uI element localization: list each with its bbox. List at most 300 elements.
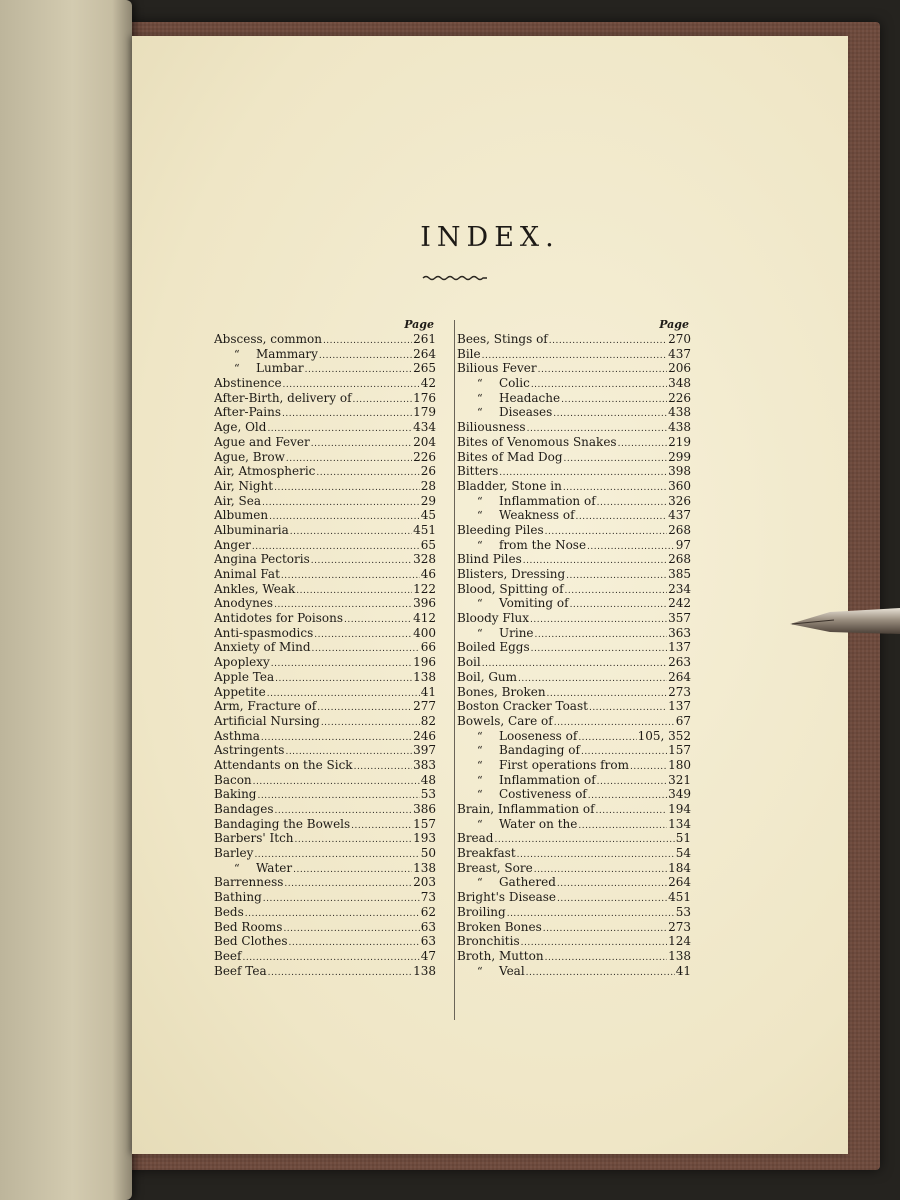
entry-term-text: Animal Fat — [214, 567, 280, 581]
index-entry — [214, 552, 436, 567]
entry-term-text: Biliousness — [457, 420, 526, 435]
entry-term-text: Diseases — [499, 405, 553, 420]
entry-page-number: 63 — [420, 919, 436, 934]
entry-term — [457, 787, 587, 802]
entry-term — [457, 699, 588, 714]
ditto-mark: “ — [477, 597, 483, 611]
entry-term — [457, 743, 580, 758]
entry-page-number: 134 — [668, 816, 691, 831]
index-entry — [214, 964, 436, 979]
index-entry — [457, 934, 691, 949]
index-entry — [214, 435, 436, 450]
entry-term — [214, 934, 287, 949]
index-entry — [214, 714, 436, 729]
entry-term — [214, 552, 310, 567]
entry-term — [214, 494, 261, 509]
dot-leader — [284, 877, 412, 890]
entry-page-number: 348 — [668, 376, 691, 391]
index-entry — [214, 685, 436, 700]
entry-term — [214, 817, 350, 832]
index-entry — [214, 758, 436, 773]
entry-page-number: 42 — [420, 376, 436, 391]
index-entry — [214, 875, 436, 890]
entry-term-text: Water — [256, 860, 293, 875]
entry-term — [457, 920, 542, 935]
entry-term-text: Bitters — [457, 464, 499, 479]
index-entry — [214, 670, 436, 685]
entry-page-number: 273 — [668, 684, 691, 699]
index-entry — [457, 464, 691, 479]
dot-leader — [252, 540, 420, 553]
ditto-mark: “ — [477, 788, 483, 802]
entry-term-text: Bowels, Care of — [457, 713, 553, 728]
entry-term-text: Water on the — [499, 816, 578, 831]
entry-page-number: 264 — [413, 346, 436, 361]
index-entry — [457, 611, 691, 626]
index-entry — [214, 729, 436, 744]
entry-term-text: Bandaging of — [499, 743, 580, 758]
entry-term — [457, 552, 522, 567]
index-entry — [214, 508, 436, 523]
entry-term-text: Urine — [499, 625, 534, 640]
dot-leader — [281, 569, 420, 582]
entry-term-text: Colic — [499, 376, 530, 391]
entry-page-number: 326 — [668, 493, 691, 508]
entry-term — [457, 420, 526, 435]
entry-term-text: Artificial Nursing — [214, 713, 320, 728]
entry-term-text: Bread — [457, 831, 494, 846]
dot-leader — [530, 613, 667, 626]
entry-term-text: Appetite — [214, 684, 266, 699]
entry-term — [214, 890, 262, 905]
entry-term — [214, 964, 267, 979]
dot-leader — [305, 363, 412, 376]
entry-term — [214, 905, 244, 920]
dot-leader — [563, 481, 667, 494]
index-entry — [214, 802, 436, 817]
ditto-mark: “ — [477, 876, 483, 890]
entry-page-number: 122 — [413, 581, 436, 596]
dot-leader — [521, 936, 667, 949]
index-entry — [457, 420, 691, 435]
dot-leader — [269, 510, 420, 523]
entry-term — [457, 773, 596, 788]
entry-page-number: 206 — [668, 361, 691, 376]
dot-leader — [588, 789, 667, 802]
entry-term-text: Apoplexy — [214, 655, 270, 670]
dot-leader — [253, 775, 420, 788]
entry-term — [214, 846, 253, 861]
index-entry — [457, 508, 691, 523]
entry-term — [457, 964, 525, 979]
entry-term-text: Albuminaria — [214, 522, 289, 537]
entry-page-number: 264 — [668, 669, 691, 684]
index-entry — [457, 538, 691, 553]
entry-term-text: Broiling — [457, 904, 506, 919]
index-entry — [457, 655, 691, 670]
dot-leader — [295, 833, 413, 846]
dot-leader — [564, 452, 668, 465]
dot-leader — [275, 672, 412, 685]
entry-term — [457, 494, 596, 509]
index-entry — [214, 905, 436, 920]
entry-term-text: Bones, Broken — [457, 684, 546, 699]
entry-term-text: Barrenness — [214, 875, 284, 890]
dot-leader — [282, 407, 412, 420]
ditto-mark: “ — [477, 817, 483, 831]
entry-term-text: Apple Tea — [214, 669, 275, 684]
entry-page-number: 434 — [413, 420, 436, 435]
entry-term-text: Bites of Venomous Snakes — [457, 434, 617, 449]
entry-page-number: 357 — [668, 611, 691, 626]
entry-term — [457, 831, 494, 846]
index-entry — [214, 949, 436, 964]
index-entry — [457, 714, 691, 729]
page-title: INDEX. — [420, 222, 560, 253]
index-entry — [457, 567, 691, 582]
dot-leader — [482, 657, 667, 670]
entry-term — [214, 875, 283, 890]
entry-page-number: 63 — [420, 934, 436, 949]
entry-page-number: 41 — [675, 963, 691, 978]
dot-leader — [482, 349, 667, 362]
dot-leader — [311, 554, 412, 567]
entry-term — [214, 773, 252, 788]
index-entry — [214, 523, 436, 538]
entry-term-text: Weakness of — [499, 508, 575, 523]
dot-leader — [534, 863, 667, 876]
entry-term-text: Broken Bones — [457, 919, 542, 934]
index-entry — [214, 479, 436, 494]
index-entry — [214, 391, 436, 406]
entry-term-text: Bloody Flux — [457, 611, 530, 626]
entry-term-text: Beef — [214, 948, 242, 963]
index-entry — [457, 758, 691, 773]
entry-term — [457, 523, 544, 538]
dot-leader — [353, 393, 413, 406]
index-entry — [214, 640, 436, 655]
dot-leader — [565, 584, 668, 597]
entry-page-number: 203 — [413, 875, 436, 890]
entry-page-number: 138 — [413, 963, 436, 978]
entry-page-number: 65 — [420, 537, 436, 552]
entry-term — [214, 538, 251, 553]
dot-leader — [557, 877, 667, 890]
entry-term-text: Blood, Spitting of — [457, 581, 564, 596]
entry-term-text: Air, Atmospheric — [214, 464, 316, 479]
index-entry — [457, 670, 691, 685]
entry-term-text: First operations from — [499, 757, 629, 772]
entry-term-text: Abstinence — [214, 376, 282, 391]
entry-term-text: Barley — [214, 846, 254, 861]
entry-page-number: 82 — [420, 713, 436, 728]
entry-page-number: 242 — [668, 596, 691, 611]
dot-leader — [535, 628, 668, 641]
dot-leader — [354, 760, 413, 773]
entry-term-text: Baking — [214, 787, 257, 802]
entry-term — [214, 479, 273, 494]
entry-term — [457, 391, 560, 406]
entry-page-number: 73 — [420, 890, 436, 905]
entry-term-text: Bronchitis — [457, 934, 520, 949]
dot-leader — [245, 907, 420, 920]
index-entry — [457, 376, 691, 391]
entry-term — [457, 567, 565, 582]
index-entry — [457, 699, 691, 714]
index-entry — [457, 523, 691, 538]
entry-page-number: 54 — [675, 846, 691, 861]
entry-term — [457, 802, 595, 817]
entry-term-text: Boiled Eggs — [457, 640, 530, 655]
index-entry — [214, 420, 436, 435]
entry-page-number: 48 — [420, 772, 436, 787]
dot-leader — [311, 437, 412, 450]
ditto-mark: “ — [477, 377, 483, 391]
index-entry — [214, 817, 436, 832]
index-entry — [214, 376, 436, 391]
entry-page-number: 196 — [413, 655, 436, 670]
title-ornament — [422, 274, 488, 282]
entry-term-text: Blisters, Dressing — [457, 567, 566, 581]
index-entry — [214, 464, 436, 479]
entry-term-text: Boil, Gum — [457, 669, 518, 684]
dot-leader — [517, 848, 675, 861]
entry-page-number: 137 — [668, 640, 691, 655]
index-entry — [457, 685, 691, 700]
dot-leader — [283, 922, 419, 935]
index-entry — [214, 699, 436, 714]
entry-page-number: 451 — [413, 522, 436, 537]
entry-term-text: Lumbar — [256, 361, 304, 376]
page-column-heading: Page — [659, 318, 689, 331]
dot-leader — [274, 804, 412, 817]
dot-leader — [545, 525, 667, 538]
entry-page-number: 268 — [668, 522, 691, 537]
entry-term-text: Costiveness of — [499, 787, 587, 802]
entry-term-text: Bathing — [214, 890, 262, 905]
index-entry — [457, 802, 691, 817]
entry-term-text: Gathered — [499, 875, 556, 890]
entry-page-number: 157 — [413, 816, 436, 831]
entry-term — [457, 332, 548, 347]
dot-leader — [317, 701, 412, 714]
ditto-mark: “ — [477, 391, 483, 405]
entry-page-number: 157 — [668, 743, 691, 758]
entry-term-text: Anti-spasmodics — [214, 625, 314, 640]
entry-term — [457, 905, 506, 920]
index-column-left — [214, 312, 436, 978]
index-entry — [214, 743, 436, 758]
entry-term — [214, 670, 274, 685]
dot-leader — [630, 760, 667, 773]
dot-leader — [267, 422, 412, 435]
index-page — [132, 36, 848, 1154]
entry-term-text: Breakfast — [457, 846, 516, 861]
index-entry — [457, 905, 691, 920]
dot-leader — [274, 481, 420, 494]
ditto-mark: “ — [477, 744, 483, 758]
entry-term-text: Breast, Sore — [457, 860, 533, 875]
entry-term-text: Age, Old — [214, 420, 267, 435]
entry-term — [457, 655, 481, 670]
dot-leader — [344, 613, 412, 626]
dot-leader — [507, 907, 675, 920]
entry-term-text: Veal — [499, 963, 525, 978]
dot-leader — [242, 951, 419, 964]
entry-page-number: 50 — [420, 846, 436, 861]
dot-leader — [290, 525, 412, 538]
dot-leader — [578, 731, 636, 744]
dot-leader — [523, 554, 667, 567]
index-entry — [214, 920, 436, 935]
index-entry — [214, 405, 436, 420]
entry-term — [214, 582, 295, 597]
dot-leader — [499, 466, 667, 479]
entry-term — [214, 743, 284, 758]
entry-term-text: Broth, Mutton — [457, 948, 544, 963]
dot-leader — [570, 598, 668, 611]
index-entry — [457, 582, 691, 597]
dot-leader — [561, 393, 667, 406]
index-entry — [214, 861, 436, 876]
entry-page-number: 97 — [675, 537, 691, 552]
dot-leader — [531, 378, 667, 391]
index-entry — [457, 405, 691, 420]
entry-term — [457, 464, 498, 479]
entry-page-number: 234 — [668, 581, 691, 596]
entry-term — [214, 758, 353, 773]
entry-term — [457, 934, 520, 949]
entry-term-text: Beds — [214, 904, 244, 919]
entry-term-text: Bile — [457, 346, 481, 361]
entry-page-number: 137 — [668, 699, 691, 714]
entry-term-text: Bladder, Stone in — [457, 478, 562, 493]
index-entry — [214, 538, 436, 553]
entry-term — [214, 831, 294, 846]
entry-term-text: Arm, Fracture of — [214, 699, 317, 714]
entry-term — [457, 582, 564, 597]
entry-term-text: Mammary — [256, 346, 318, 361]
index-entry — [457, 817, 691, 832]
entry-term-text: Bilious Fever — [457, 361, 537, 376]
entry-term-text: Ankles, Weak — [214, 581, 296, 596]
entry-page-number: 41 — [420, 684, 436, 699]
entry-term — [214, 332, 322, 347]
entry-term-text: Bed Clothes — [214, 934, 288, 949]
dot-leader — [581, 745, 667, 758]
index-entry — [214, 831, 436, 846]
index-entry — [457, 846, 691, 861]
dot-leader — [323, 334, 412, 347]
dot-leader — [293, 863, 412, 876]
entry-term — [457, 405, 552, 420]
entry-term — [214, 405, 281, 420]
entry-term-text: Bacon — [214, 772, 252, 787]
entry-term — [214, 861, 292, 876]
dot-leader — [597, 775, 667, 788]
entry-term-text: Air, Night — [214, 478, 274, 493]
index-entry — [457, 920, 691, 935]
entry-term-text: Anger — [214, 537, 251, 552]
index-entry — [214, 655, 436, 670]
ditto-mark: “ — [234, 362, 240, 376]
page-column-heading: Page — [404, 318, 434, 331]
entry-term — [214, 699, 316, 714]
entry-term-text: Bleeding Piles — [457, 522, 544, 537]
entry-term — [457, 640, 530, 655]
dot-leader — [495, 833, 675, 846]
entry-page-number: 180 — [668, 757, 691, 772]
entry-term — [457, 435, 617, 450]
dot-leader — [549, 334, 667, 347]
index-column-right — [457, 312, 691, 978]
entry-page-number: 273 — [668, 919, 691, 934]
pen-nib — [790, 598, 900, 642]
entry-page-number: 53 — [420, 787, 436, 802]
index-list-left — [214, 332, 436, 978]
entry-page-number: 46 — [420, 567, 436, 581]
entry-term — [214, 450, 285, 465]
dot-leader — [547, 687, 668, 700]
index-entry — [457, 552, 691, 567]
ditto-mark: “ — [234, 861, 240, 875]
entry-term — [457, 538, 586, 553]
dot-leader — [263, 892, 420, 905]
dot-leader — [576, 510, 668, 523]
index-entry — [214, 934, 436, 949]
dot-leader — [554, 716, 675, 729]
index-entry — [457, 347, 691, 362]
entry-page-number: 451 — [668, 890, 691, 905]
entry-page-number: 194 — [668, 802, 691, 816]
dot-leader — [267, 687, 420, 700]
index-entry — [214, 596, 436, 611]
dot-leader — [296, 584, 412, 597]
dot-leader — [527, 422, 668, 435]
entry-page-number: 268 — [668, 552, 691, 567]
entry-term — [457, 861, 533, 876]
entry-term — [457, 714, 553, 729]
dot-leader — [319, 349, 412, 362]
entry-page-number: 400 — [413, 625, 436, 640]
dot-leader — [589, 701, 667, 714]
entry-term — [214, 787, 257, 802]
entry-term — [457, 817, 577, 832]
entry-page-number: 28 — [420, 478, 436, 493]
entry-term — [214, 714, 320, 729]
dot-leader — [283, 378, 420, 391]
dot-leader — [518, 672, 667, 685]
entry-page-number: 264 — [668, 875, 691, 890]
index-entry — [457, 640, 691, 655]
entry-term — [214, 508, 268, 523]
entry-term-text: Looseness of — [499, 728, 578, 743]
ditto-mark: “ — [477, 729, 483, 743]
dot-leader — [351, 819, 412, 832]
dot-leader — [566, 569, 667, 582]
entry-page-number: 299 — [668, 449, 691, 464]
index-entry — [457, 479, 691, 494]
entry-page-number: 193 — [413, 831, 436, 846]
entry-term — [457, 875, 556, 890]
index-entry — [457, 787, 691, 802]
entry-page-number: 45 — [420, 508, 436, 523]
entry-page-number: 176 — [413, 390, 436, 405]
entry-term — [457, 596, 569, 611]
entry-page-number: 396 — [413, 596, 436, 611]
index-list-right — [457, 332, 691, 978]
index-entry — [214, 347, 436, 362]
